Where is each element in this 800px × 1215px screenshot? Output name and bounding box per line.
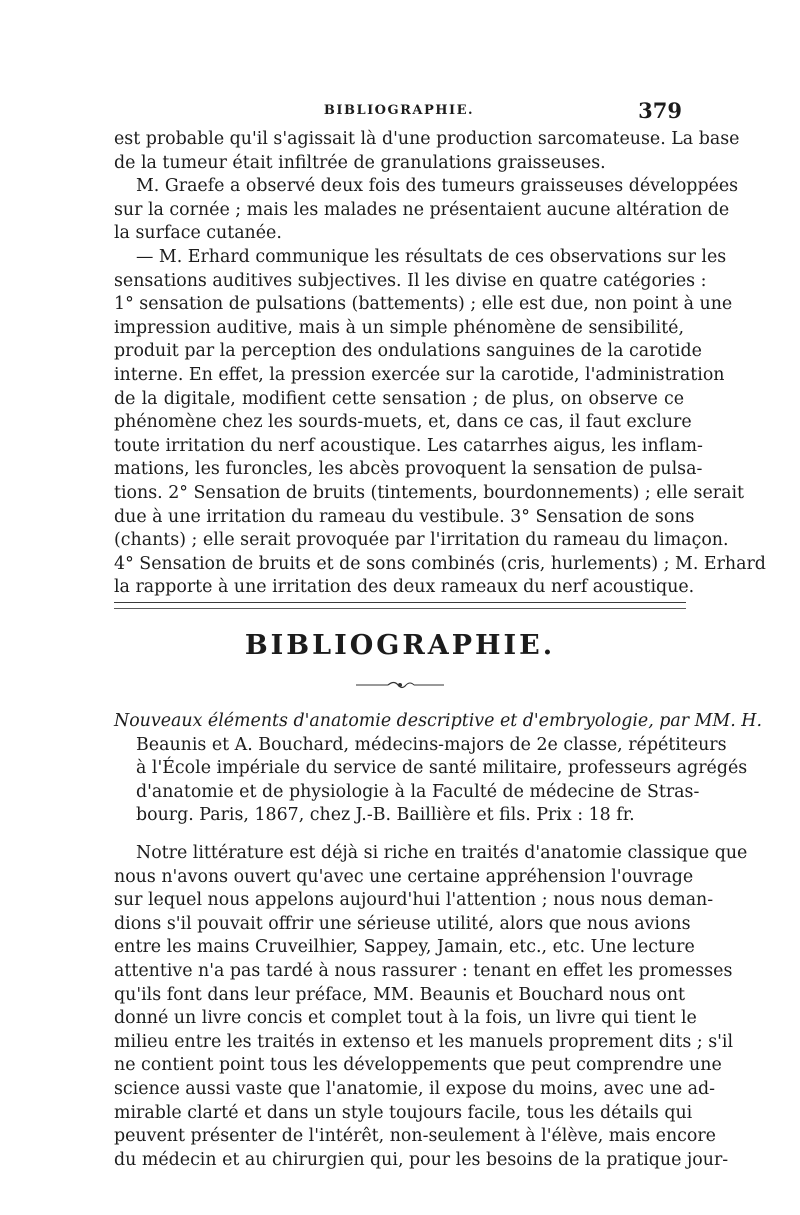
section-title: BIBLIOGRAPHIE. [244,630,556,661]
text-line: qu'ils font dans leur préface, MM. Beaunis et Bouchard nous ont [114,984,686,1005]
reference-line: d'anatomie et de physiologie à la Faculté de médecine de Stras- [136,781,700,802]
text-line: tions. 2° Sensation de bruits (tintements, bourdonnements) ; elle serait [114,482,744,503]
text-line: la rapporte à une irritation des deux rameaux du nerf acoustique. [114,577,695,598]
top-text-block [114,128,766,600]
text-line: de la tumeur était infiltrée de granulations graisseuses. [114,152,606,173]
review-block [114,842,748,1172]
text-line: sur la cornée ; mais les malades ne présentaient aucune altération de [114,199,730,220]
text-line: mirable clarté et dans un style toujours facile, tous les détails qui [114,1102,693,1123]
text-line: impression auditive, mais à un simple phénomène de sensibilité, [114,317,684,338]
reference-line [114,710,762,734]
text-line: peuvent présenter de l'intérêt, non-seulement à l'élève, mais encore [114,1126,716,1147]
reference-line: Beaunis et A. Bouchard, médecins-majors de 2e classe, répétiteurs [136,734,727,755]
section-divider-rule [114,602,686,609]
text-line: M. Graefe a observé deux fois des tumeurs graisseuses développées [136,176,739,197]
text-line: science aussi vaste que l'anatomie, il expose du moins, avec une ad- [114,1078,716,1099]
text-line: la surface cutanée. [114,223,282,244]
text-line: entre les mains Cruveilhier, Sappey, Jamain, etc., etc. Une lecture [114,937,695,958]
text-line: milieu entre les traités in extenso et les manuels proprement dits ; s'il [114,1031,734,1052]
page-number: 379 [638,98,682,123]
text-line: 4° Sensation de bruits et de sons combinés (cris, hurlements) ; M. Erhard [114,553,766,574]
running-head [116,98,682,126]
text-line: dions s'il pouvait offrir une sérieuse utilité, alors que nous avions [114,913,691,934]
text-line: attentive n'a pas tardé à nous rassurer : tenant en effet les promesses [114,960,733,981]
text-line: — M. Erhard communique les résultats de ces observations sur les [136,246,727,267]
running-title: BIBLIOGRAPHIE. [323,103,475,118]
text-line: produit par la perception des ondulations sanguines de la carotide [114,341,702,362]
text-line: sensations auditives subjectives. Il les divise en quatre catégories : [114,270,707,291]
reference-book-title: Nouveaux éléments d'anatomie descriptive et d'embryologie, par MM. H. [114,711,762,731]
text-line: phénomène chez les sourds-muets, et, dans ce cas, il faut exclure [114,412,692,433]
text-line: interne. En effet, la pression exercée sur la carotide, l'administration [114,364,725,385]
text-line: du médecin et au chirurgien qui, pour les besoins de la pratique jour- [114,1149,729,1170]
text-line: est probable qu'il s'agissait là d'une production sarcomateuse. La base [114,129,740,149]
text-line: Notre littérature est déjà si riche en traités d'anatomie classique que [136,843,748,863]
text-line: 1° sensation de pulsations (battements) ; elle est due, non point à une [114,294,733,315]
ornament-divider [352,678,448,692]
text-line: de la digitale, modifient cette sensation ; de plus, on observe ce [114,388,684,409]
reference-block [114,710,762,828]
text-line: mations, les furoncles, les abcès provoquent la sensation de pulsa- [114,459,703,480]
text-line: toute irritation du nerf acoustique. Les catarrhes aigus, les inflam- [114,435,703,456]
reference-line: à l'École impériale du service de santé militaire, professeurs agrégés [136,758,748,779]
text-line: due à une irritation du rameau du vestibule. 3° Sensation de sons [114,506,695,527]
text-line: (chants) ; elle serait provoquée par l'irritation du rameau du limaçon. [114,530,729,551]
text-line: sur lequel nous appelons aujourd'hui l'attention ; nous nous deman- [114,890,714,911]
text-line: nous n'avons ouvert qu'avec une certaine appréhension l'ouvrage [114,866,694,887]
text-line: ne contient point tous les développements que peut comprendre une [114,1055,722,1076]
text-line: donné un livre concis et complet tout à la fois, un livre qui tient le [114,1008,697,1029]
reference-line: bourg. Paris, 1867, chez J.-B. Baillière et fils. Prix : 18 fr. [136,805,635,826]
